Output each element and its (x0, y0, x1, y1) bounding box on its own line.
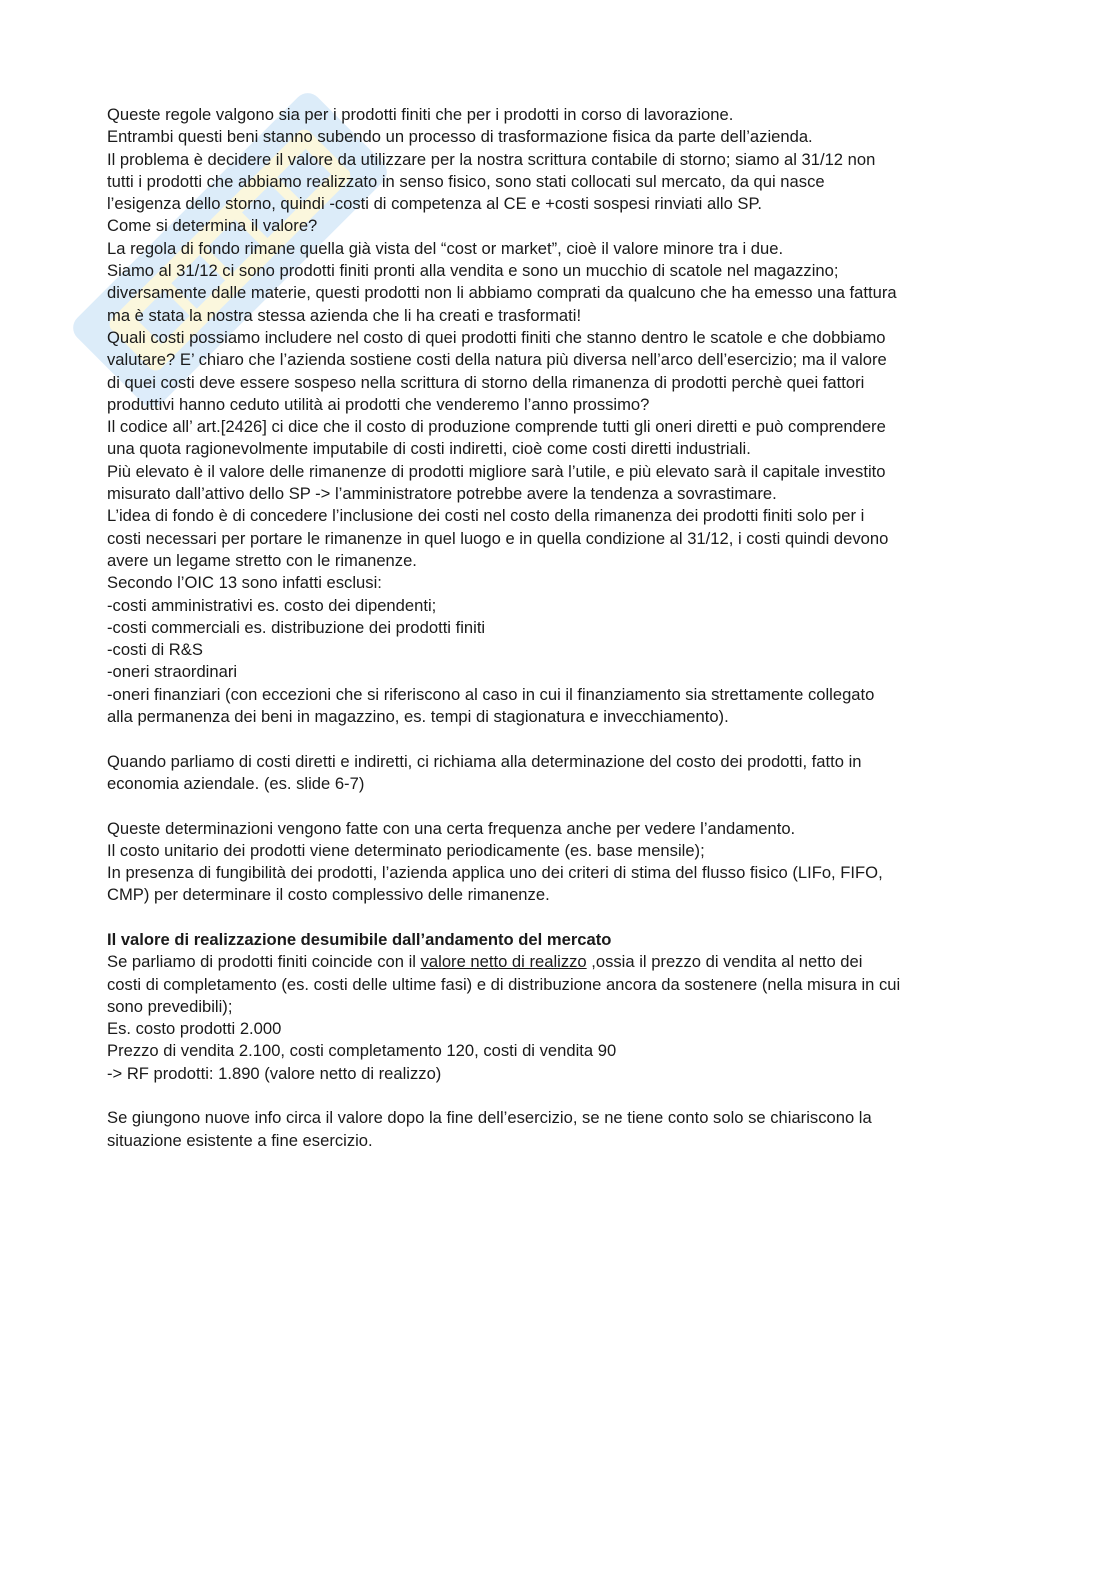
text-line: valutare? E’ chiaro che l’azienda sostiene costi della natura più diversa nell’arco dell’esercizio; ma il valore (107, 350, 887, 370)
text-line: alla permanenza dei beni in magazzino, es. tempi di stagionatura e invecchiamento). (107, 707, 729, 727)
text-line: tutti i prodotti che abbiamo realizzato in senso fisico, sono stati collocati sul mercato, da qui nasce (107, 171, 825, 191)
list-item: -oneri finanziari (con eccezioni che si riferiscono al caso in cui il finanziamento sia strettamente collegato (107, 684, 875, 704)
paragraph-inventory-rules (107, 104, 1007, 728)
text-line: costi necessari per portare le rimanenze in quel luogo e in quella condizione al 31/12, i costi quindi devono (107, 528, 889, 548)
section-heading: Il valore di realizzazione desumibile dall’andamento del mercato (107, 929, 612, 949)
text-line: L’idea di fondo è di concedere l’inclusione dei costi nel costo della rimanenza dei prodotti finiti solo per i (107, 506, 865, 526)
text-line: Siamo al 31/12 ci sono prodotti finiti pronti alla vendita e sono un mucchio di scatole nel magazzino; (107, 261, 839, 281)
paragraph-frequency (107, 818, 1007, 907)
text-line: situazione esistente a fine esercizio. (107, 1130, 373, 1150)
text-fragment: Se parliamo di prodotti finiti coincide con il (107, 952, 421, 972)
text-line: diversamente dalle materie, questi prodotti non li abbiamo comprati da qualcuno che ha emesso una fattura (107, 283, 897, 303)
text-line: avere un legame stretto con le rimanenze. (107, 550, 417, 570)
text-line: costi di completamento (es. costi delle ultime fasi) e di distribuzione ancora da sostenere (nella misura in cui (107, 974, 901, 994)
text-line: Il problema è decidere il valore da utilizzare per la nostra scrittura contabile di storno; siamo al 31/12 non (107, 149, 876, 169)
text-line: Queste determinazioni vengono fatte con una certa frequenza anche per vedere l’andamento. (107, 818, 796, 838)
example-line: -> RF prodotti: 1.890 (valore netto di realizzo) (107, 1063, 442, 1083)
text-line: Il codice all’ art.[2426] ci dice che il costo di produzione comprende tutti gli oneri diretti e può comprendere (107, 417, 886, 437)
text-line: economia aziendale. (es. slide 6-7) (107, 773, 365, 793)
paragraph-spacer (107, 728, 1007, 750)
example-line: Prezzo di vendita 2.100, costi completamento 120, costi di vendita 90 (107, 1041, 617, 1061)
text-line: una quota ragionevolmente imputabile di costi indiretti, cioè come costi diretti industriali. (107, 439, 751, 459)
text-line: di quei costi deve essere sospeso nella scrittura di storno della rimanenza di prodotti perchè quei fattori (107, 372, 865, 392)
text-line: Quali costi possiamo includere nel costo di quei prodotti finiti che stanno dentro le scatole e che dobbiamo (107, 327, 886, 347)
text-line: Il costo unitario dei prodotti viene determinato periodicamente (es. base mensile); (107, 840, 705, 860)
example-line: Es. costo prodotti 2.000 (107, 1019, 282, 1039)
text-line: Entrambi questi beni stanno subendo un processo di trasformazione fisica da parte dell’azienda. (107, 127, 813, 147)
list-item: -costi di R&S (107, 640, 203, 660)
underlined-term: valore netto di realizzo (420, 952, 587, 972)
list-item: -costi amministrativi es. costo dei dipendenti; (107, 595, 437, 615)
document-body (107, 104, 1007, 1152)
list-item: -costi commerciali es. distribuzione dei prodotti finiti (107, 617, 486, 637)
text-line: Quando parliamo di costi diretti e indiretti, ci richiama alla determinazione del costo dei prodotti, fatto in (107, 751, 862, 771)
text-fragment: ,ossia il prezzo di vendita al netto dei (586, 952, 863, 972)
paragraph-spacer (107, 907, 1007, 929)
text-line: La regola di fondo rimane quella già vista del “cost or market”, cioè il valore minore tra i due. (107, 238, 784, 258)
text-line: Più elevato è il valore delle rimanenze di prodotti migliore sarà l’utile, e più elevato sarà il capitale investito (107, 461, 886, 481)
text-line: misurato dall’attivo dello SP -> l’amministratore potrebbe avere la tendenza a sovrastimare. (107, 484, 777, 504)
text-line: produttivi hanno ceduto utilità ai prodotti che venderemo l’anno prossimo? (107, 394, 650, 414)
paragraph-spacer (107, 1085, 1007, 1107)
text-line: Se giungono nuove info circa il valore dopo la fine dell’esercizio, se ne tiene conto solo se chiariscono la (107, 1108, 872, 1128)
paragraph-subsequent-info (107, 1107, 1007, 1152)
paragraph-spacer (107, 795, 1007, 817)
text-line: Secondo l’OIC 13 sono infatti esclusi: (107, 573, 382, 593)
text-line: In presenza di fungibilità dei prodotti, l’azienda applica uno dei criteri di stima del flusso fisico (LIFo, FIFO, (107, 863, 883, 883)
section-market-value (107, 929, 1007, 1085)
text-line (107, 951, 1007, 973)
paragraph-direct-indirect-costs (107, 751, 1007, 796)
text-line: l’esigenza dello storno, quindi -costi di competenza al CE e +costi sospesi rinviati allo SP. (107, 194, 763, 214)
list-item: -oneri straordinari (107, 662, 238, 682)
text-line: ma è stata la nostra stessa azienda che li ha creati e trasformati! (107, 305, 582, 325)
text-line: Queste regole valgono sia per i prodotti finiti che per i prodotti in corso di lavorazione. (107, 105, 734, 124)
text-line: Come si determina il valore? (107, 216, 318, 236)
text-line: CMP) per determinare il costo complessivo delle rimanenze. (107, 885, 550, 905)
text-line: sono prevedibili); (107, 996, 233, 1016)
